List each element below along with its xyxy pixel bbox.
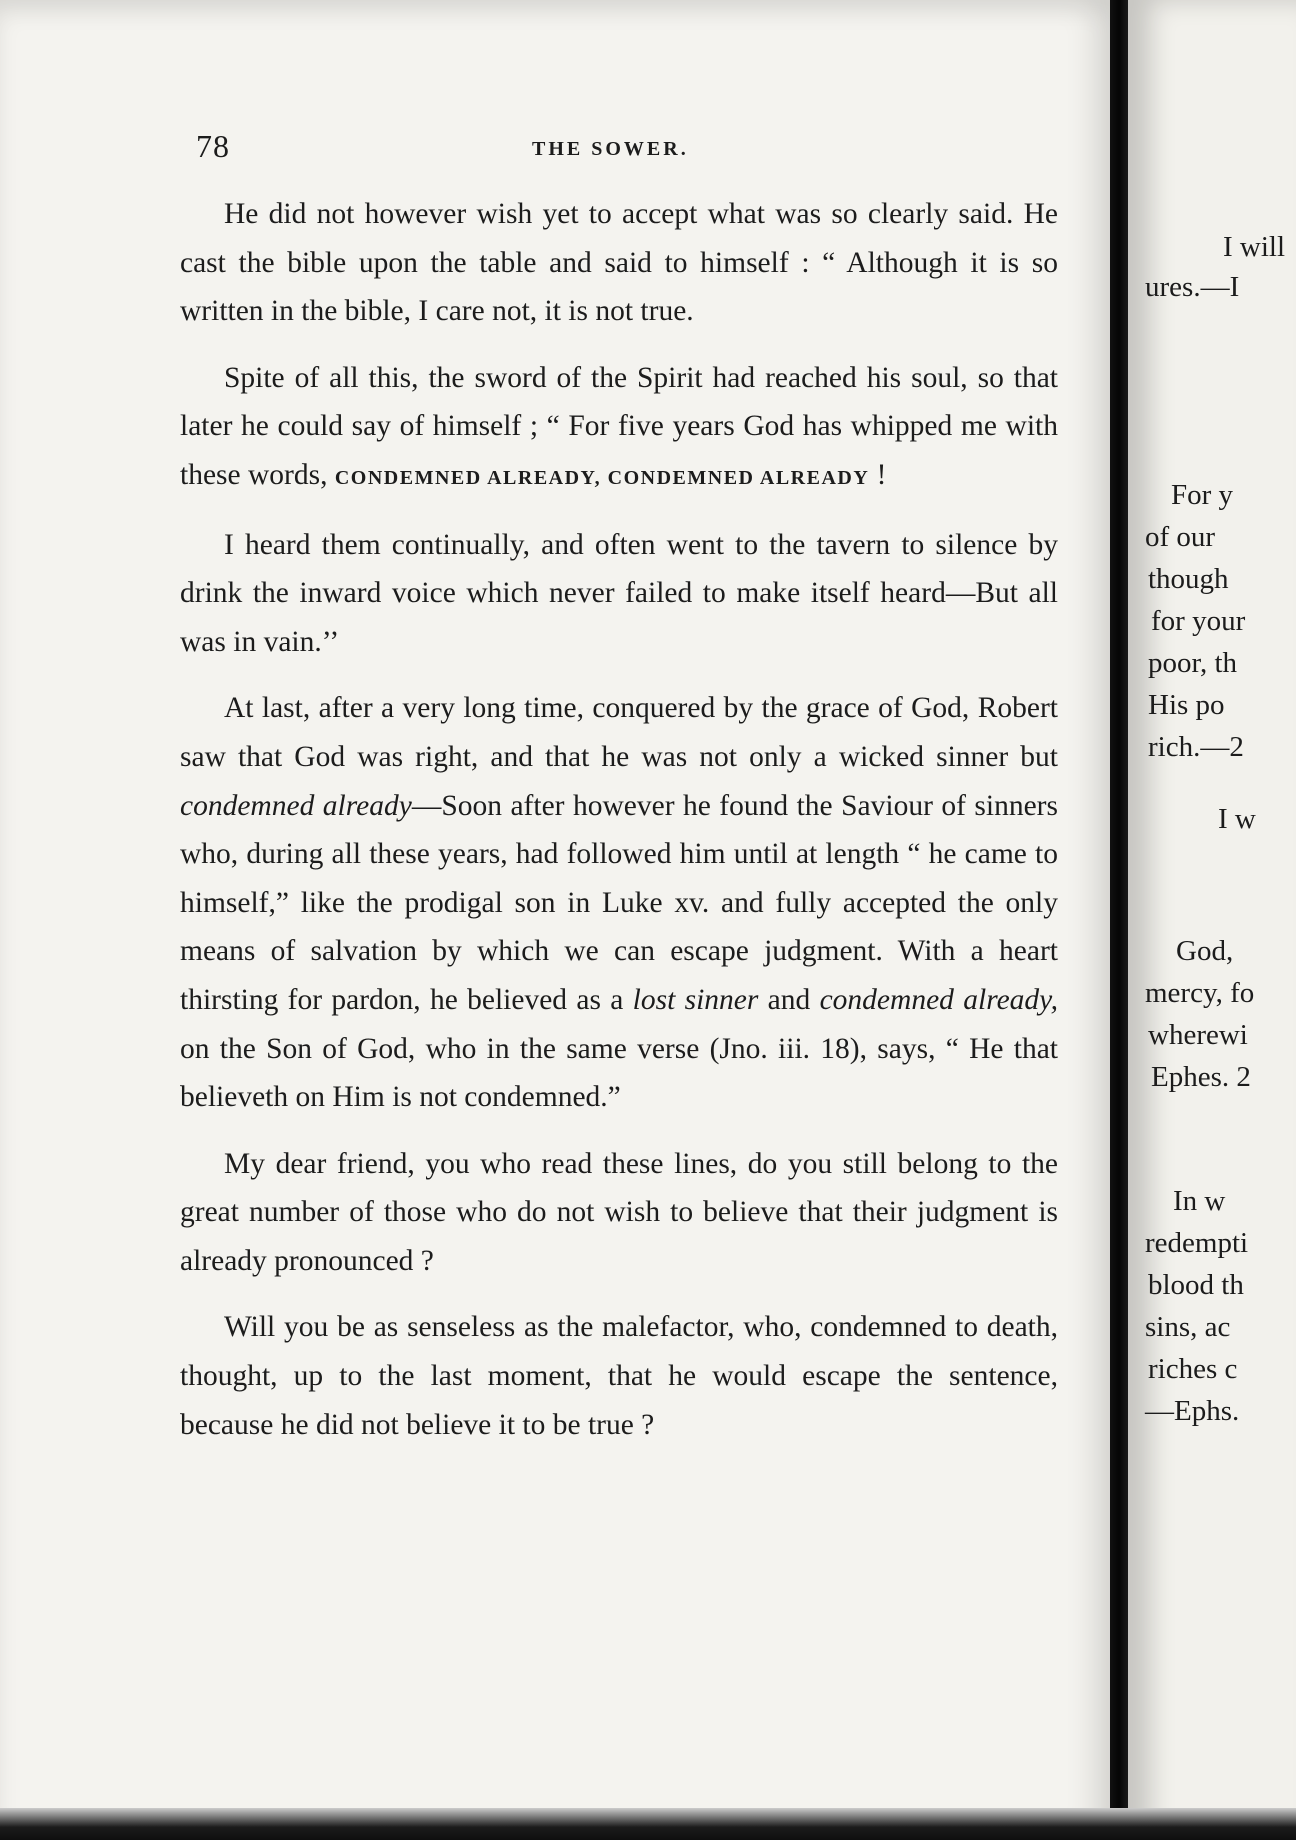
text-run: Spite of all this, the sword of the Spirit had reached his soul, so that later he could say of himself ; “ For five years God has whipped me with these words, xyxy=(180,361,1058,491)
right-page-line: For y xyxy=(1171,479,1234,511)
right-page-line: rich.—2 xyxy=(1148,731,1244,763)
body-text xyxy=(180,190,1058,1467)
right-page-line: though xyxy=(1148,563,1229,595)
paragraph xyxy=(180,190,1058,336)
right-page-line: riches c xyxy=(1148,1353,1238,1385)
text-run: on the Son of God, who in the same verse (Jno. iii. 18), says, “ He that believeth on Him is not condemned.” xyxy=(180,1032,1058,1114)
paragraph xyxy=(180,1303,1058,1449)
text-run: and xyxy=(758,983,820,1016)
right-page-fragment xyxy=(1128,0,1296,1840)
running-head xyxy=(0,128,1110,168)
running-title: THE SOWER. xyxy=(532,138,689,160)
text-run: I heard them continually, and often went to the tavern to silence by drink the inward voice which never failed to make itself heard—But all was in vain.’’ xyxy=(180,528,1058,658)
text-run: My dear friend, you who read these lines, do you still belong to the great number of those who do not wish to believe that their judgment is already pronounced ? xyxy=(180,1147,1058,1277)
text-run: He did not however wish yet to accept what was so clearly said. He cast the bible upon the table and said to himself : “ Although it is so written in the bible, I care not, it is not true. xyxy=(180,198,1058,328)
right-page-line: His po xyxy=(1148,689,1225,721)
paragraph xyxy=(180,521,1058,667)
right-page-line: redempti xyxy=(1145,1227,1249,1259)
right-page-line: poor, th xyxy=(1148,647,1238,679)
text-run: At last, after a very long time, conquered by the grace of God, Robert saw that God was right, and that he was not only a wicked sinner but xyxy=(180,692,1058,773)
paragraph xyxy=(180,354,1058,503)
right-page-line: blood th xyxy=(1148,1269,1244,1301)
paragraph xyxy=(180,684,1058,1121)
paragraph xyxy=(180,1140,1058,1286)
page-number: 78 xyxy=(196,128,230,164)
right-page-line: —Ephs. xyxy=(1145,1395,1240,1427)
right-page-line: God, xyxy=(1176,935,1234,967)
scan-bottom-edge xyxy=(0,1808,1296,1840)
right-page-line: of our xyxy=(1145,521,1216,553)
right-page-line: mercy, fo xyxy=(1145,977,1255,1009)
italic-text: condemned already, xyxy=(819,983,1059,1016)
right-page-line: I w xyxy=(1218,803,1256,835)
right-page-line: for your xyxy=(1151,605,1246,637)
right-page-line: In w xyxy=(1173,1185,1226,1217)
right-page-line: ures.—I xyxy=(1145,271,1240,303)
smallcaps-text: CONDEMNED ALREADY, CONDEMNED ALREADY xyxy=(334,466,870,489)
text-run: Will you be as senseless as the malefactor, who, condemned to death, thought, up to the last moment, that he would escape the sentence, because he did not believe it to be true ? xyxy=(180,1311,1058,1441)
right-page-line: sins, ac xyxy=(1145,1311,1231,1343)
book-gutter xyxy=(1110,0,1128,1840)
italic-text: lost sinner xyxy=(632,983,759,1016)
text-run: —Soon after however he found the Saviour of sinners who, during all these years, had followed him until at length “ he came to himself,” like the prodigal son in Luke xv. and fully accepted the only means of salvation by which we can escape judgment. With a heart thirsting for pardon, he believed as a xyxy=(180,789,1058,1016)
right-page-line: I will xyxy=(1223,231,1286,263)
right-page-line: Ephes. 2 xyxy=(1151,1061,1251,1093)
right-page-line: wherewi xyxy=(1148,1019,1248,1051)
text-run: ! xyxy=(869,458,887,491)
italic-text: condemned already xyxy=(180,789,412,822)
